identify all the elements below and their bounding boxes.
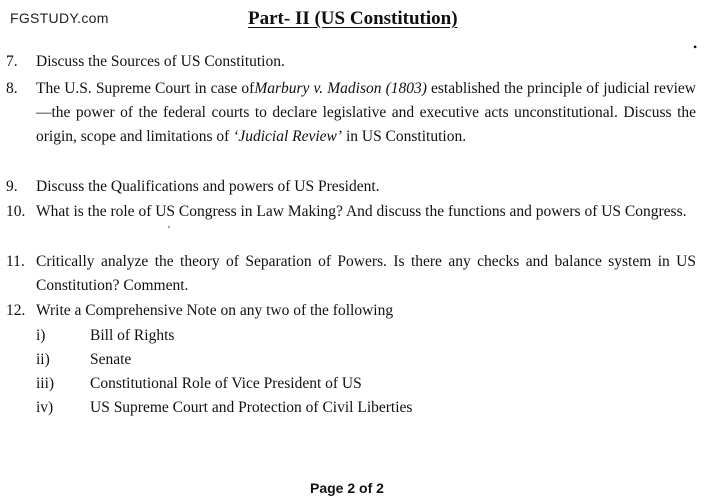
sub-item-numeral: ii) [36,351,50,368]
page-number: Page 2 of 2 [310,480,384,496]
question-text [36,77,696,149]
question-text: What is the role of US Congress in Law Making? And discuss the functions and powers of US Congress. [36,203,687,220]
stray-mark: ′ [168,225,171,236]
question-text: Write a Comprehensive Note on any two of the following [36,302,394,319]
question-12 [6,299,696,323]
question-number: 10. [6,203,26,220]
sub-item [36,372,362,396]
section-heading: Part- II (US Constitution) [248,8,458,29]
question-number: 12. [6,302,26,319]
question-7 [6,50,696,74]
question-10 [6,200,696,224]
sub-item [36,396,412,420]
quoted-term: ‘Judicial Review’ [233,128,343,145]
sub-item [36,348,131,372]
sub-item-text: Bill of Rights [90,327,175,344]
sub-item-text: US Supreme Court and Protection of Civil Liberties [90,399,413,416]
question-number: 8. [6,80,18,97]
sub-item-numeral: i) [36,327,46,344]
question-number: 9. [6,178,18,195]
question-number: 11. [6,253,25,270]
sub-item-numeral: iv) [36,399,54,416]
sub-item-text: Senate [90,351,132,368]
question-9 [6,175,696,199]
site-watermark: FGSTUDY.com [10,10,109,26]
sub-item-text: Constitutional Role of Vice President of US [90,375,362,392]
sub-item [36,324,174,348]
question-text-part: established the principle of judicial review—the power of the federal courts to declare legislative and executive acts unconstitutional. Discuss the origin, scope and limitations of [36,80,696,145]
question-11 [6,250,696,298]
question-text: Discuss the Qualifications and powers of US President. [36,178,380,195]
question-text: Critically analyze the theory of Separation of Powers. Is there any checks and balance system in US Constitution? Comment. [36,253,696,294]
question-text-part: in US Constitution. [342,128,467,145]
case-citation: Marbury v. Madison (1803) [254,80,427,97]
question-8 [6,77,696,149]
stray-mark: • [693,40,698,54]
question-text-part: The U.S. Supreme Court in case of [36,80,255,97]
question-text: Discuss the Sources of US Constitution. [36,53,285,70]
question-number: 7. [6,53,18,70]
sub-item-numeral: iii) [36,375,55,392]
